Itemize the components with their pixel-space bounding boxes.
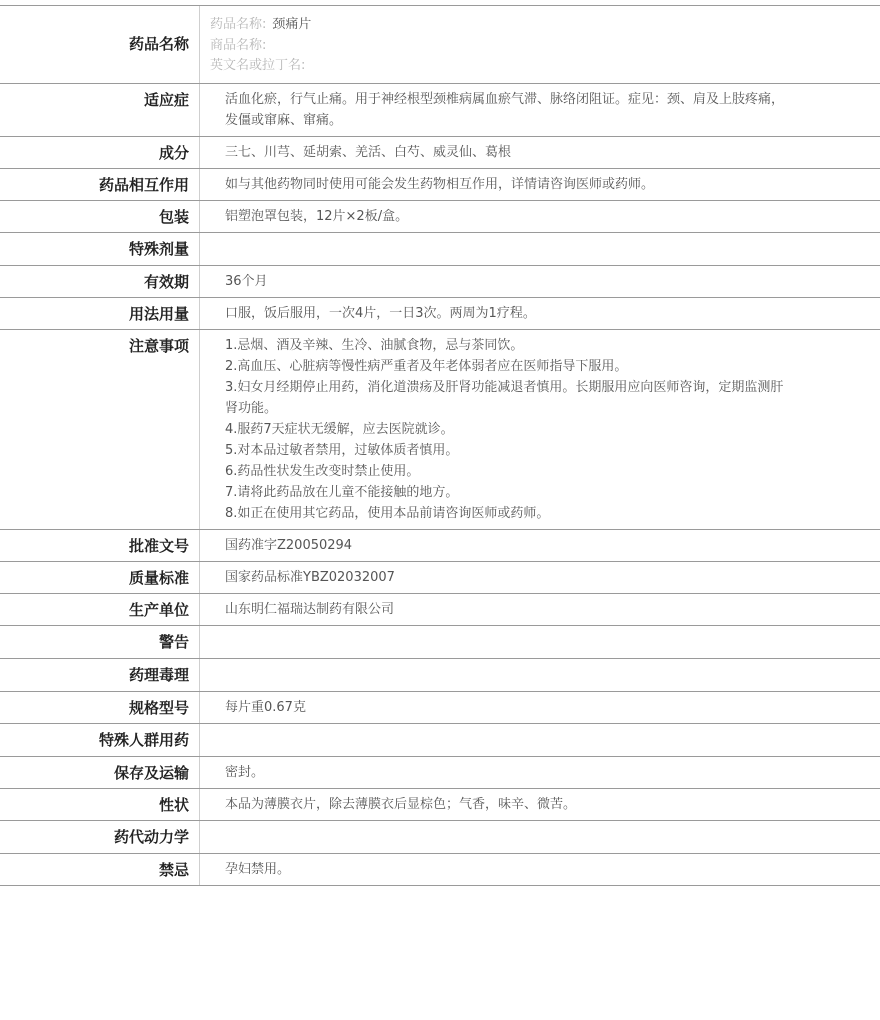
- row-value: 山东明仁福瑞达制药有限公司: [225, 601, 395, 617]
- row-label: 包装: [0, 201, 200, 232]
- row-value: [200, 724, 880, 756]
- precaution-item: 8.如正在使用其它药品，使用本品前请咨询医师或药师。: [225, 505, 550, 521]
- drug-spec-table: [0, 5, 880, 886]
- row-dosage: [0, 298, 880, 330]
- row-interactions: [0, 169, 880, 201]
- row-value: [200, 659, 880, 691]
- row-value: 每片重0.67克: [225, 699, 306, 715]
- row-toxicology: [0, 659, 880, 692]
- row-label: 药品名称: [0, 6, 200, 83]
- row-value: 孕妇禁用。: [225, 861, 291, 877]
- row-label: 特殊剂量: [0, 233, 200, 265]
- row-indications: [0, 84, 880, 137]
- row-label: 警告: [0, 626, 200, 658]
- trade-name-line: [210, 36, 870, 57]
- english-name-line: [210, 56, 870, 77]
- row-description: [0, 789, 880, 821]
- row-label: 适应症: [0, 84, 200, 136]
- row-value: 口服，饭后服用，一次4片，一日3次。两周为1疗程。: [225, 305, 536, 321]
- row-label: 保存及运输: [0, 757, 200, 788]
- row-label: 药理毒理: [0, 659, 200, 691]
- row-precautions: [0, 330, 880, 530]
- precaution-item: 4.服药7天症状无缓解，应去医院就诊。: [225, 421, 454, 437]
- row-value: 三七、川芎、延胡索、羌活、白芍、威灵仙、葛根: [225, 144, 512, 160]
- row-drug-name: [0, 6, 880, 84]
- row-approval-number: [0, 530, 880, 562]
- row-label: 生产单位: [0, 594, 200, 625]
- precaution-item: 1.忌烟、酒及辛辣、生冷、油腻食物，忌与茶同饮。: [225, 337, 524, 353]
- generic-name-value: 颈痛片: [272, 17, 312, 32]
- row-value: 铝塑泡罩包装，12片×2板/盒。: [225, 208, 409, 224]
- row-value: [200, 626, 880, 658]
- row-label: 药代动力学: [0, 821, 200, 853]
- row-value: [200, 821, 880, 853]
- row-contraindications: [0, 854, 880, 886]
- row-special-populations: [0, 724, 880, 757]
- precaution-item: 5.对本品过敏者禁用，过敏体质者慎用。: [225, 442, 459, 458]
- row-label: 药品相互作用: [0, 169, 200, 200]
- row-warnings: [0, 626, 880, 659]
- row-value: [200, 233, 880, 265]
- row-value: 如与其他药物同时使用可能会发生药物相互作用，详情请咨询医师或药师。: [225, 176, 655, 192]
- row-value: 36个月: [225, 273, 268, 289]
- row-specification: [0, 692, 880, 724]
- row-label: 有效期: [0, 266, 200, 297]
- row-packaging: [0, 201, 880, 233]
- generic-name-line: [210, 15, 870, 36]
- row-label: 用法用量: [0, 298, 200, 329]
- row-value: 国家药品标准YBZ02032007: [225, 569, 395, 585]
- row-storage: [0, 757, 880, 789]
- row-label: 成分: [0, 137, 200, 168]
- row-label: 批准文号: [0, 530, 200, 561]
- precaution-item: 7.请将此药品放在儿童不能接触的地方。: [225, 484, 459, 500]
- precaution-item: 6.药品性状发生改变时禁止使用。: [225, 463, 420, 479]
- row-label: 质量标准: [0, 562, 200, 593]
- row-manufacturer: [0, 594, 880, 626]
- row-value: 国药准字Z20050294: [225, 537, 353, 553]
- row-ingredients: [0, 137, 880, 169]
- precaution-item: 3.妇女月经期停止用药，消化道溃疡及肝肾功能减退者慎用。长期服用应向医师咨询，定期监测肝肾功能。: [225, 379, 784, 416]
- row-label: 规格型号: [0, 692, 200, 723]
- english-name-label: 英文名或拉丁名:: [210, 58, 306, 73]
- row-label: 禁忌: [0, 854, 200, 885]
- row-shelf-life: [0, 266, 880, 298]
- row-value: [200, 6, 880, 83]
- row-label: 注意事项: [0, 330, 200, 529]
- row-value: 活血化瘀，行气止痛。用于神经根型颈椎病属血瘀气滞、脉络闭阻证。症见：颈、肩及上肢疼痛，发僵或窜麻、窜痛。: [225, 91, 785, 128]
- row-value: [200, 330, 880, 529]
- row-value: 密封。: [225, 764, 265, 780]
- row-special-dosage: [0, 233, 880, 266]
- row-value: 本品为薄膜衣片，除去薄膜衣后显棕色；气香，味辛、微苦。: [225, 796, 577, 812]
- precaution-item: 2.高血压、心脏病等慢性病严重者及年老体弱者应在医师指导下服用。: [225, 358, 628, 374]
- row-label: 特殊人群用药: [0, 724, 200, 756]
- row-pharmacokinetics: [0, 821, 880, 854]
- row-quality-standard: [0, 562, 880, 594]
- row-label: 性状: [0, 789, 200, 820]
- generic-name-label: 药品名称:: [210, 17, 267, 32]
- trade-name-label: 商品名称:: [210, 37, 267, 53]
